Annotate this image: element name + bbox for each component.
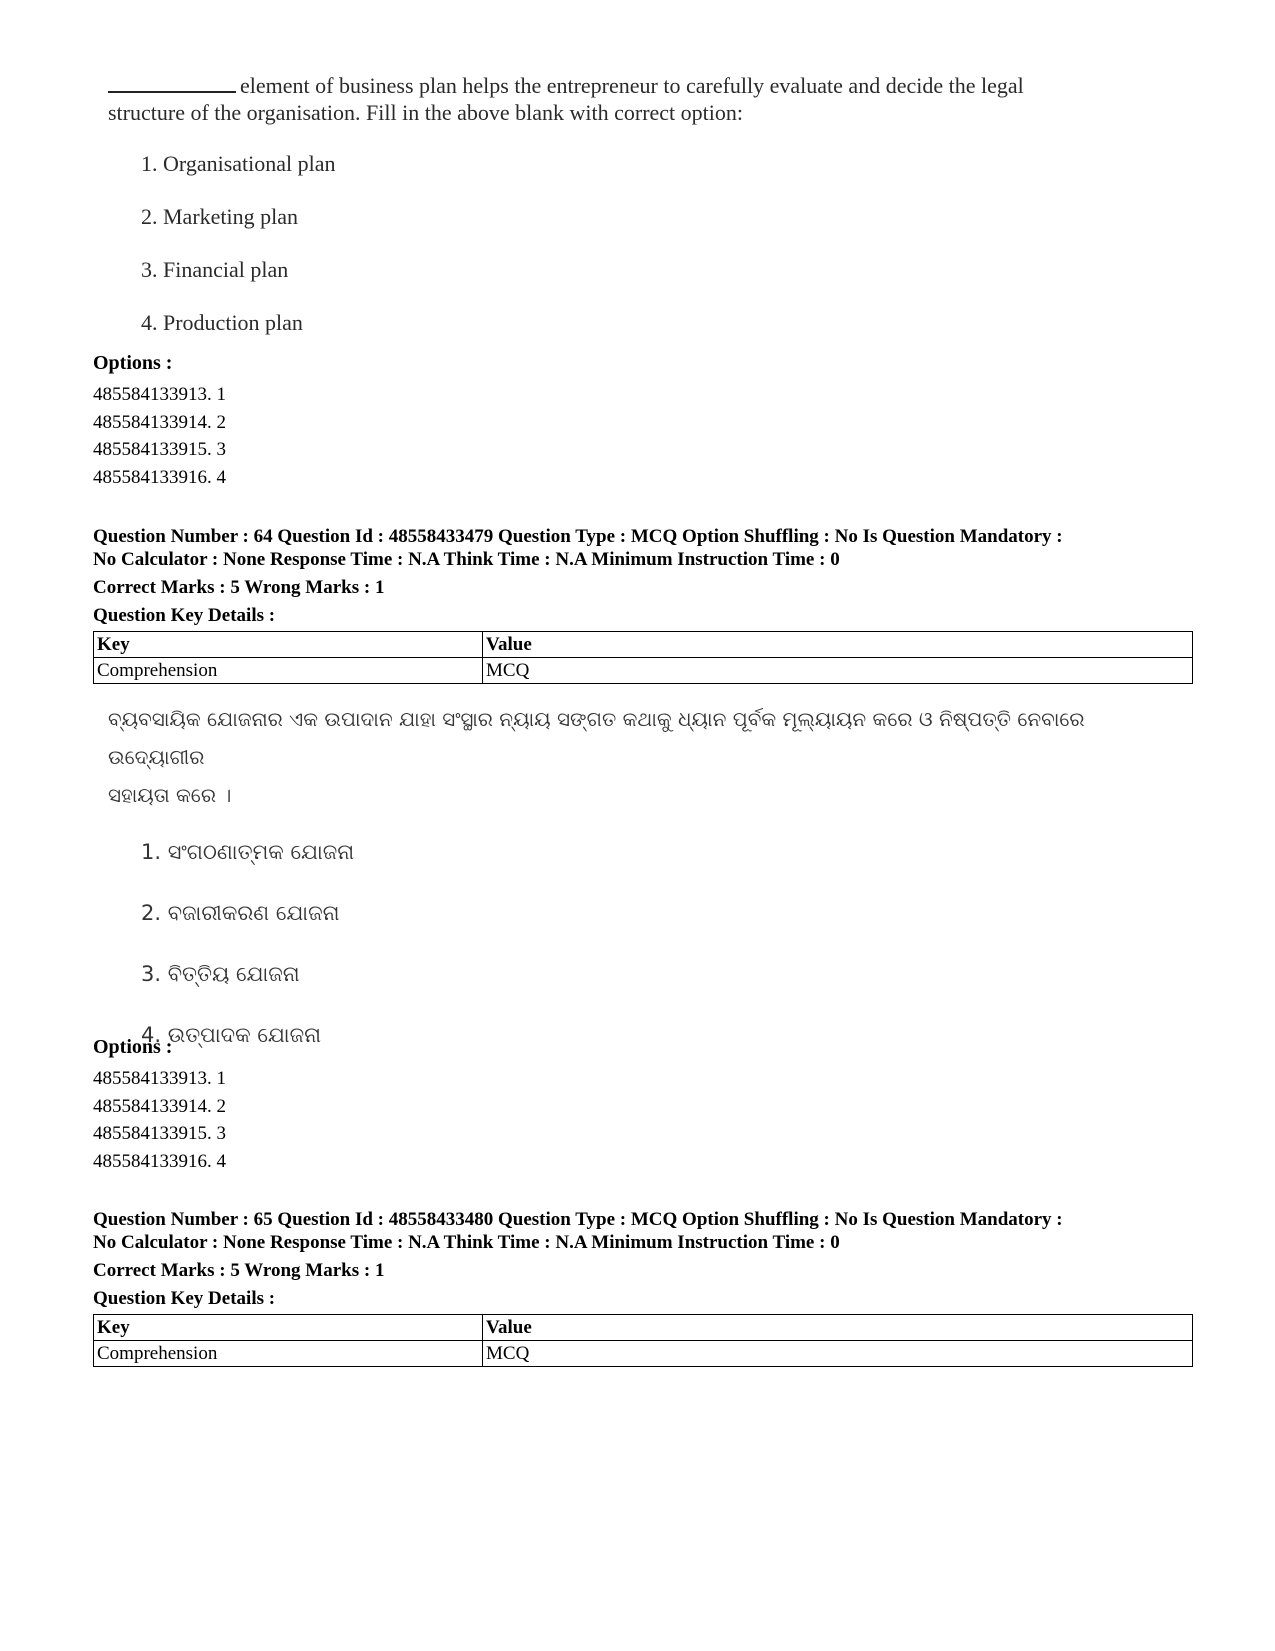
question-63-options	[93, 352, 1193, 491]
question-64-key-details-label: Question Key Details :	[93, 605, 276, 626]
table-header-row	[94, 1315, 1193, 1341]
fill-blank	[108, 73, 236, 93]
table-cell-key: Comprehension	[94, 1341, 483, 1367]
option-id: 485584133914. 2	[93, 1095, 226, 1117]
table-header-value: Value	[483, 1315, 1193, 1341]
question-64-odia-stem	[108, 700, 1168, 814]
table-row	[94, 658, 1193, 684]
question-65-key-table	[93, 1314, 1193, 1367]
table-row	[94, 1341, 1193, 1367]
question-63-stem-line1: element of business plan helps the entrepreneur to carefully evaluate and decide the legal	[240, 73, 1024, 98]
question-64-odia-stem-line1: ବ୍ୟବସାୟିକ ଯୋଜନାର ଏକ ଉପାଦାନ ଯାହା ସଂସ୍ଥାର ନ୍ୟାୟ ସଙ୍ଗତ କଥାକୁ ଧ୍ୟାନ ପୂର୍ବକ ମୂଲ୍ୟାୟନ କରେ ଓ ନିଷ୍ପତ୍ତି ନେବାରେ ଉଦ୍ୟୋଗୀର	[108, 707, 1085, 769]
question-65-marks: Correct Marks : 5 Wrong Marks : 1	[93, 1260, 385, 1281]
choice-item: 2. ବଜାରୀକରଣ ଯୋଜନା	[141, 901, 340, 925]
question-64-meta-line2: No Calculator : None Response Time : N.A Think Time : N.A Minimum Instruction Time : 0	[93, 549, 840, 570]
table-header-key: Key	[94, 1315, 483, 1341]
option-id: 485584133913. 1	[93, 1068, 226, 1089]
choice-item: 3. Financial plan	[141, 257, 289, 282]
table-header-key: Key	[94, 632, 483, 658]
question-63-stem	[108, 72, 1108, 126]
question-65-meta-line1: Question Number : 65 Question Id : 48558433480 Question Type : MCQ Option Shuffling : No Is Question Mandatory :	[93, 1209, 1063, 1230]
options-label: Options :	[93, 352, 173, 374]
table-cell-value: MCQ	[483, 658, 1193, 684]
options-label: Options :	[93, 1036, 173, 1058]
question-63-image	[108, 72, 1108, 362]
question-64-meta	[93, 525, 1193, 684]
choice-item: 1. Organisational plan	[141, 151, 336, 176]
option-id: 485584133913. 1	[93, 384, 226, 405]
table-header-value: Value	[483, 632, 1193, 658]
question-64-odia-stem-line2: ସହାୟତା କରେ ।	[108, 783, 232, 807]
question-65-key-details-label: Question Key Details :	[93, 1288, 276, 1309]
option-id: 485584133915. 3	[93, 1123, 226, 1144]
question-63-stem-line2: structure of the organisation. Fill in the above blank with correct option:	[108, 100, 744, 125]
question-64-image	[108, 700, 1168, 1082]
option-id: 485584133916. 4	[93, 466, 226, 488]
question-64-marks: Correct Marks : 5 Wrong Marks : 1	[93, 577, 385, 598]
question-65-meta-line2: No Calculator : None Response Time : N.A Think Time : N.A Minimum Instruction Time : 0	[93, 1232, 840, 1253]
question-64-options	[93, 1036, 1193, 1175]
choice-item: 3. ବିତ୍ତିୟ ଯୋଜନା	[141, 962, 300, 986]
question-63-choice-list	[108, 150, 1108, 362]
table-cell-value: MCQ	[483, 1341, 1193, 1367]
option-id: 485584133916. 4	[93, 1150, 226, 1172]
table-header-row	[94, 632, 1193, 658]
choice-item: 4. Production plan	[141, 310, 303, 335]
question-64-key-table	[93, 631, 1193, 684]
choice-item: 4. ଉତ୍ପାଦକ ଯୋଜନା	[141, 1023, 321, 1047]
table-cell-key: Comprehension	[94, 658, 483, 684]
choice-item: 1. ସଂଗଠଣାତ୍ମକ ଯୋଜନା	[141, 840, 355, 864]
option-id: 485584133915. 3	[93, 439, 226, 460]
option-id: 485584133914. 2	[93, 411, 226, 433]
question-65-meta	[93, 1208, 1193, 1367]
choice-item: 2. Marketing plan	[141, 204, 299, 229]
question-64-meta-line1: Question Number : 64 Question Id : 48558433479 Question Type : MCQ Option Shuffling : No Is Question Mandatory :	[93, 526, 1063, 547]
